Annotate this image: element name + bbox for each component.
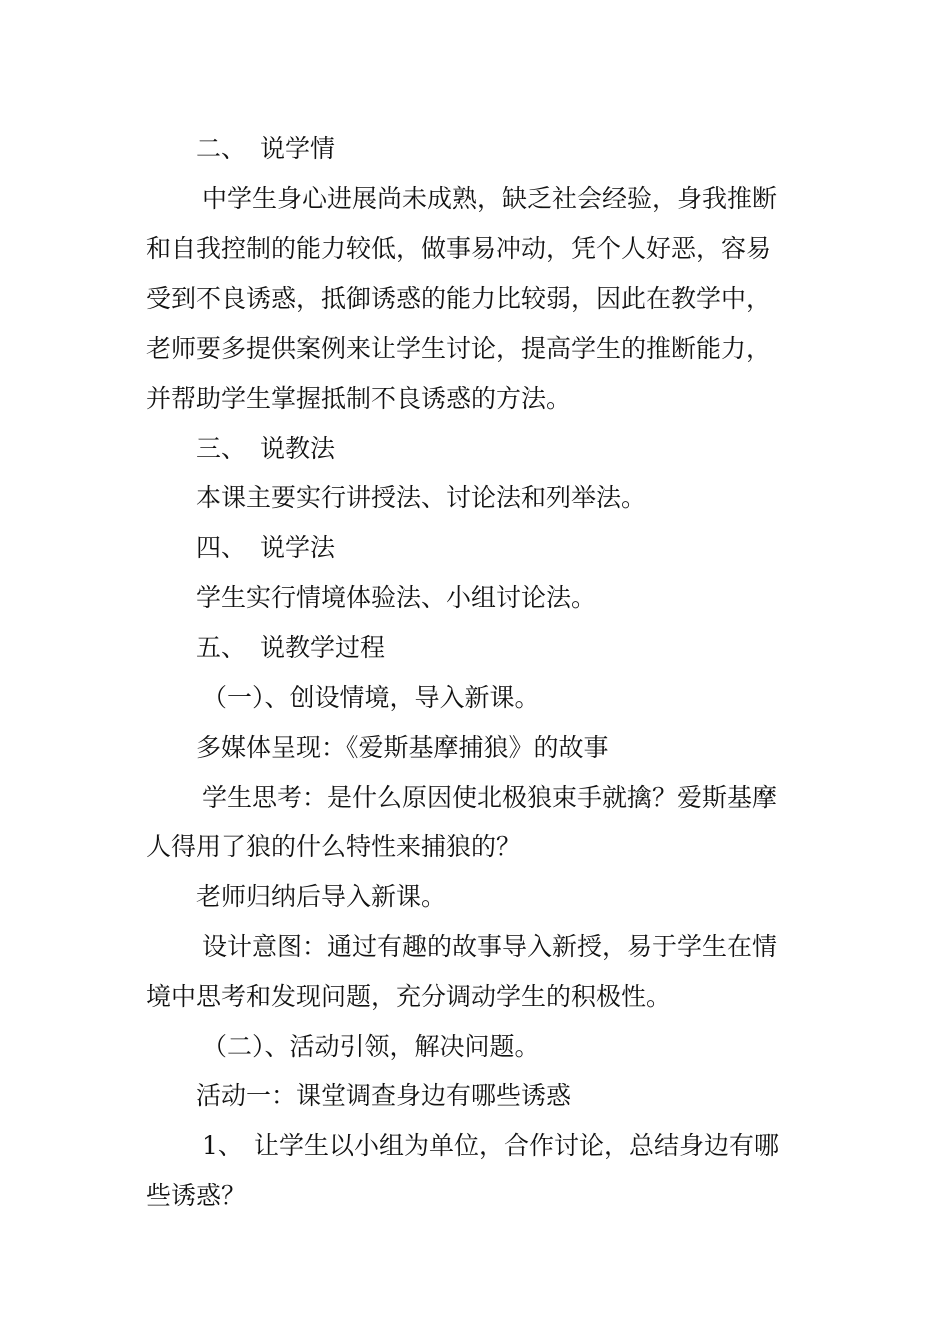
numbered-item [202, 1129, 882, 1163]
section-title: 说学情 [260, 134, 336, 163]
paragraph-line: 老师归纳后导入新课。 [196, 882, 447, 911]
section-heading-4 [196, 531, 876, 565]
item-text: 让学生以小组为单位，合作讨论，总结身边有哪 [254, 1131, 780, 1160]
section-title: 说学法 [260, 533, 336, 562]
paragraph-line: 并帮助学生掌握抵制不良诱惑的方法。 [146, 384, 572, 413]
paragraph-line: 和自我控制的能力较低，做事易冲动，凭个人好恶，容易 [146, 234, 772, 263]
paragraph-line: 设计意图：通过有趣的故事导入新授，易于学生在情 [202, 932, 778, 961]
section-number: 四、 [196, 533, 247, 562]
item-number: 1、 [202, 1131, 243, 1160]
paragraph-line: 受到不良诱惑，抵御诱惑的能力比较弱，因此在教学中， [146, 284, 772, 313]
paragraph-line: 活动一：课堂调查身边有哪些诱惑 [196, 1081, 572, 1110]
subsection-heading: （二）、活动引领，解决问题。 [202, 1032, 540, 1061]
paragraph-line: 人得用了狼的什么特性来捕狼的？ [146, 832, 522, 861]
paragraph-line: 学生思考：是什么原因使北极狼束手就擒？爱斯基摩 [202, 783, 778, 812]
paragraph-line: 中学生身心进展尚未成熟，缺乏社会经验，身我推断 [202, 184, 778, 213]
section-heading-3 [196, 432, 876, 466]
paragraph-line: 些诱惑？ [146, 1181, 247, 1210]
section-heading-2 [196, 132, 876, 166]
paragraph-line: 多媒体呈现：《爱斯基摩捕狼》的故事 [196, 733, 609, 762]
paragraph-line: 本课主要实行讲授法、讨论法和列举法。 [196, 483, 647, 512]
subsection-heading: （一）、创设情境，导入新课。 [202, 683, 540, 712]
section-number: 三、 [196, 434, 247, 463]
paragraph-line: 老师要多提供案例来让学生讨论，提高学生的推断能力， [146, 334, 772, 363]
section-heading-5 [196, 631, 876, 665]
paragraph-line: 学生实行情境体验法、小组讨论法。 [196, 583, 597, 612]
section-title: 说教法 [260, 434, 336, 463]
section-number: 五、 [196, 633, 247, 662]
section-number: 二、 [196, 134, 247, 163]
section-title: 说教学过程 [260, 633, 386, 662]
paragraph-line: 境中思考和发现问题，充分调动学生的积极性。 [146, 982, 672, 1011]
